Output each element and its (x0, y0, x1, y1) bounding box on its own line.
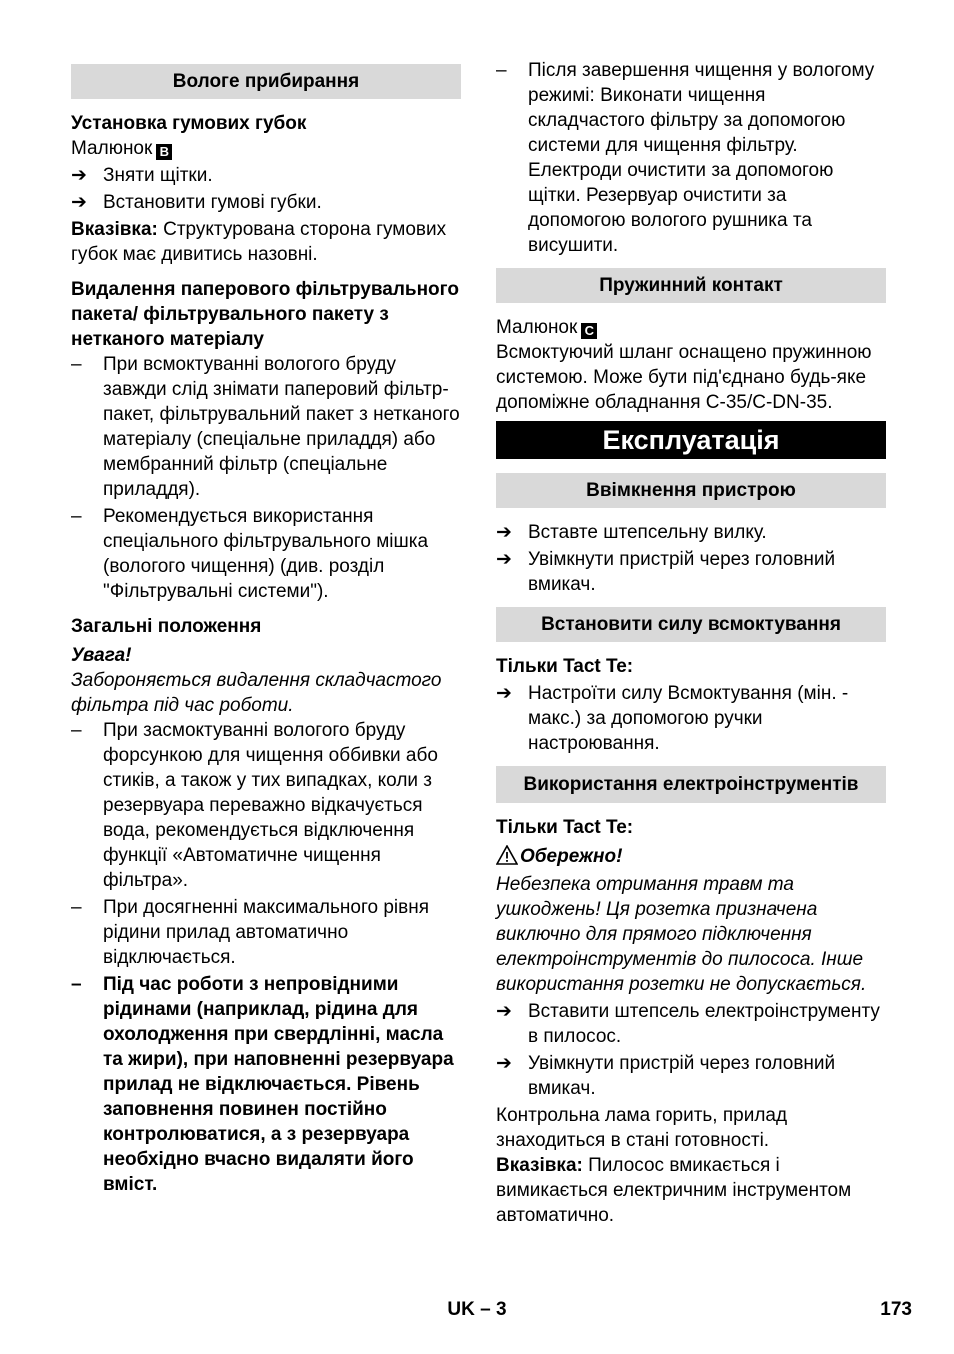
list-text-bold: Під час роботи з непровідними рідинами (наприклад, рідина для охолодження при свердлінні, масла та жири), при наповненні резервуара прилад не відключається. Рівень заповнення повинен постійно контролюватися, а з резервуара необхідно вчасно видаляти його вміст. (103, 974, 454, 1195)
attention-label: Увага! (71, 645, 132, 666)
dash-list-item (71, 895, 461, 970)
figure-label: Малюнок (71, 138, 153, 159)
attention-text: Забороняється видалення складчастого фільтра під час роботи. (71, 670, 442, 716)
caution-line (496, 844, 886, 872)
step-item (496, 520, 886, 545)
arrow-right-icon: ➔ (496, 1001, 512, 1022)
model-only-label: Тільки Tact Te: (496, 656, 634, 677)
dash-bullet: – (71, 506, 82, 527)
dash-bullet: – (71, 720, 82, 741)
list-text: Рекомендується використання спеціального фільтрувального мішка (вологого чищення) (див. розділ "Фільтрувальні системи"). (103, 506, 429, 602)
list-text: При засмоктуванні вологого бруду форсункою для чищення оббивки або стиків, а також у тих випадках, коли з резервуара переважно відкачується вода, рекомендується відключення функції «Автоматичне чищення фільтра». (103, 720, 438, 891)
arrow-right-icon: ➔ (496, 549, 512, 570)
list-text: При досягненні максимального рівня рідини прилад автоматично відключається. (103, 897, 429, 968)
step-text: Вставити штепсель електроінструменту в пилосос. (528, 1001, 880, 1047)
arrow-right-icon: ➔ (71, 192, 87, 213)
step-item (496, 1051, 886, 1101)
subheading-filter-bag-removal: Видалення паперового фільтрувального пакета/ фільтрувального пакету з нетканого матеріалу (71, 279, 459, 350)
caution-text: Небезпека отримання травм та ушкоджень! Ця розетка призначена виключно для прямого підключення електроінструментів до пилососа. Інше використання розетки не допускається. (496, 874, 867, 995)
dash-bullet: – (496, 60, 507, 81)
subheading-general: Загальні положення (71, 616, 262, 637)
section-heading-switch-on: Ввімкнення пристрою (496, 473, 886, 508)
dash-bullet: – (71, 974, 82, 995)
section-heading-spring-contact: Пружинний контакт (496, 268, 886, 303)
caution-label: Обережно! (520, 846, 623, 867)
dash-bullet: – (71, 897, 82, 918)
list-text: Після завершення чищення у вологому режимі: Виконати чищення складчастого фільтру за допомогою системи для чищення фільтру. Електроди очистити за допомогою щітки. Резервуар очистити за допомогою вологого рушника та висушити. (528, 60, 875, 256)
step-item (71, 190, 461, 215)
subheading-rubber-lips: Установка гумових губок (71, 113, 307, 134)
step-text: Настроїти силу Всмоктування (мін. - макс.) за допомогою ручки настроювання. (528, 683, 849, 754)
chapter-heading-operation: Експлуатація (496, 421, 886, 459)
arrow-right-icon: ➔ (496, 1053, 512, 1074)
dash-bullet: – (71, 354, 82, 375)
figure-letter-badge: C (581, 323, 597, 339)
right-column (496, 58, 886, 1228)
figure-label: Малюнок (496, 317, 578, 338)
arrow-right-icon: ➔ (496, 522, 512, 543)
step-text: Увімкнути пристрій через головний вмикач. (528, 549, 836, 595)
step-item (496, 681, 886, 756)
note-text: Структурована сторона гумових губок має дивитись назовні. (71, 219, 447, 265)
dash-list-item (496, 58, 886, 258)
model-only-label: Тільки Tact Te: (496, 817, 634, 838)
section-heading-power-tools: Використання електроінструментів (496, 766, 886, 803)
step-text: Увімкнути пристрій через головний вмикач. (528, 1053, 836, 1099)
step-text: Зняти щітки. (103, 165, 213, 186)
warning-triangle-icon (496, 845, 520, 872)
figure-reference (496, 315, 886, 340)
note-label: Вказівка: (71, 219, 158, 240)
step-text: Встановити гумові губки. (103, 192, 322, 213)
section-heading-suction-power: Встановити силу всмоктування (496, 607, 886, 642)
note-paragraph (496, 1153, 886, 1228)
step-item (496, 999, 886, 1049)
dash-list-item (71, 504, 461, 604)
step-item (496, 547, 886, 597)
dash-list-item (71, 352, 461, 502)
figure-letter-badge: B (156, 144, 172, 160)
indicator-lamp-text: Контрольна лама горить, прилад знаходиться в стані готовності. (496, 1105, 788, 1151)
note-text: Пилосос вмикається і вимикається електричним інструментом автоматично. (496, 1155, 852, 1226)
dash-list-item-bold (71, 972, 461, 1197)
step-text: Вставте штепсельну вилку. (528, 522, 767, 543)
footer-section-label: UK – 3 (447, 1299, 507, 1320)
figure-reference (71, 136, 461, 161)
arrow-right-icon: ➔ (71, 165, 87, 186)
spring-contact-text: Всмоктуючий шланг оснащено пружинною системою. Може бути під'єднано будь-яке допоміжне обладнання С-35/С-DN-35. (496, 342, 872, 413)
note-paragraph (71, 217, 461, 267)
note-label: Вказівка: (496, 1155, 583, 1176)
section-heading-wet-cleaning: Вологе прибирання (71, 64, 461, 99)
page-number: 173 (880, 1299, 912, 1320)
left-column (71, 58, 461, 1199)
list-text: При всмоктуванні вологого бруду завжди слід знімати паперовий фільтр-пакет, фільтрувальний пакет з нетканого матеріалу (спеціальне приладдя) або мембранний фільтр (спеціальне приладдя). (103, 354, 460, 500)
step-item (71, 163, 461, 188)
arrow-right-icon: ➔ (496, 683, 512, 704)
dash-list-item (71, 718, 461, 893)
